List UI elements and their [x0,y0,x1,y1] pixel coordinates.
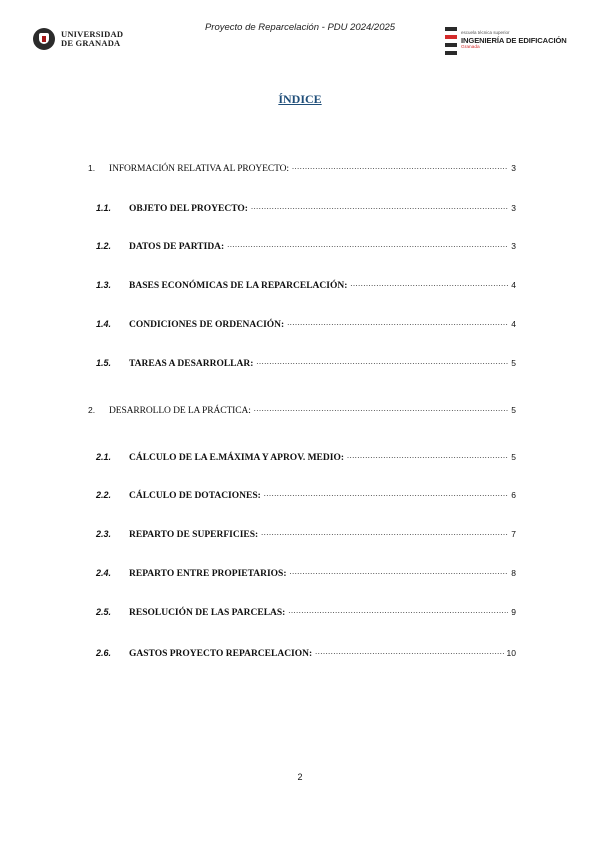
toc-label: RESOLUCIÓN DE LAS PARCELAS: [129,608,286,618]
page-number: 2 [297,772,303,782]
toc-label: CÁLCULO DE LA E.MÁXIMA Y APROV. MEDIO: [129,453,344,463]
toc-entry-2-4[interactable] [96,565,516,579]
toc-label: DESARROLLO DE LA PRÁCTICA: [109,406,251,416]
toc-entry-2-3[interactable] [96,526,516,540]
toc-entry-1-4[interactable] [96,316,516,330]
toc-page-number: 5 [511,358,516,368]
toc-label: INFORMACIÓN RELATIVA AL PROYECTO: [109,164,289,174]
toc-number: 2.2. [96,490,112,500]
toc-number: 2.4. [96,568,112,578]
toc-leader-dots [227,238,508,249]
toc-number: 1.2. [96,241,112,251]
toc-number: 2.5. [96,607,112,617]
toc-entry-1[interactable] [88,160,516,174]
toc-entry-2-2[interactable] [96,487,516,501]
toc-label: CONDICIONES DE ORDENACIÓN: [129,320,285,330]
toc-label: GASTOS PROYECTO REPARCELACION: [129,649,313,659]
toc-entry-1-3[interactable] [96,277,516,291]
toc-number: 1.5. [96,358,112,368]
toc-page-number: 3 [511,163,516,173]
toc-leader-dots [261,526,508,537]
toc-number: 2.1. [96,452,112,462]
toc-leader-dots [287,316,508,327]
university-logo-line1: UNIVERSIDAD [61,29,124,39]
toc-page-number: 5 [511,405,516,415]
toc-entry-1-1[interactable] [96,200,516,214]
toc-entry-2[interactable] [88,402,516,416]
toc-number: 1.1. [96,203,112,213]
toc-leader-dots [251,200,508,211]
toc-page-number: 4 [511,319,516,329]
toc-leader-dots [264,487,508,498]
toc-number: 2.6. [96,648,112,658]
university-logo-text [61,30,123,48]
toc-number: 1.4. [96,319,112,329]
toc-entry-2-1[interactable] [96,449,516,463]
toc-page-number: 4 [511,280,516,290]
toc-page-number: 3 [511,203,516,213]
index-title: ÍNDICE [278,92,322,106]
toc-page-number: 10 [506,648,516,658]
toc-page-number: 7 [511,529,516,539]
running-header-title: Proyecto de Reparcelación - PDU 2024/2025 [204,22,396,33]
toc-leader-dots [292,160,508,171]
toc-leader-dots [256,355,508,366]
school-logo [445,27,567,55]
toc-number: 1. [88,163,96,173]
toc-entry-2-5[interactable] [96,604,516,618]
toc-label: REPARTO ENTRE PROPIETARIOS: [129,569,287,579]
toc-label: DATOS DE PARTIDA: [129,242,225,252]
toc-entry-2-6[interactable] [96,645,516,659]
school-logo-city: Granada [461,45,480,50]
school-logo-text [461,27,567,51]
toc-label: REPARTO DE SUPERFICIES: [129,530,259,540]
toc-leader-dots [290,565,509,576]
toc-label: TAREAS A DESARROLLAR: [129,359,254,369]
toc-page-number: 3 [511,241,516,251]
toc-leader-dots [347,449,508,460]
toc-label: CÁLCULO DE DOTACIONES: [129,491,261,501]
toc-number: 2.3. [96,529,112,539]
toc-page-number: 8 [511,568,516,578]
toc-number: 1.3. [96,280,112,290]
school-logo-subtitle: escuela técnica superior [461,30,510,35]
toc-number: 2. [88,405,96,415]
toc-page-number: 5 [511,452,516,462]
toc-page-number: 9 [511,607,516,617]
toc-leader-dots [350,277,508,288]
toc-label: BASES ECONÓMICAS DE LA REPARCELACIÓN: [129,281,348,291]
toc-leader-dots [288,604,508,615]
toc-leader-dots [254,402,509,413]
toc-entry-1-2[interactable] [96,238,516,252]
toc-leader-dots [315,645,503,656]
university-logo-line2: DE GRANADA [61,38,121,48]
toc-page-number: 6 [511,490,516,500]
university-logo [33,28,123,50]
toc-entry-1-5[interactable] [96,355,516,369]
school-logo-name: INGENIERÍA DE EDIFICACIÓN [461,36,567,45]
ingenieria-edificacion-logo-icon [445,27,457,55]
university-seal-icon [33,28,55,50]
toc-label: OBJETO DEL PROYECTO: [129,204,248,214]
